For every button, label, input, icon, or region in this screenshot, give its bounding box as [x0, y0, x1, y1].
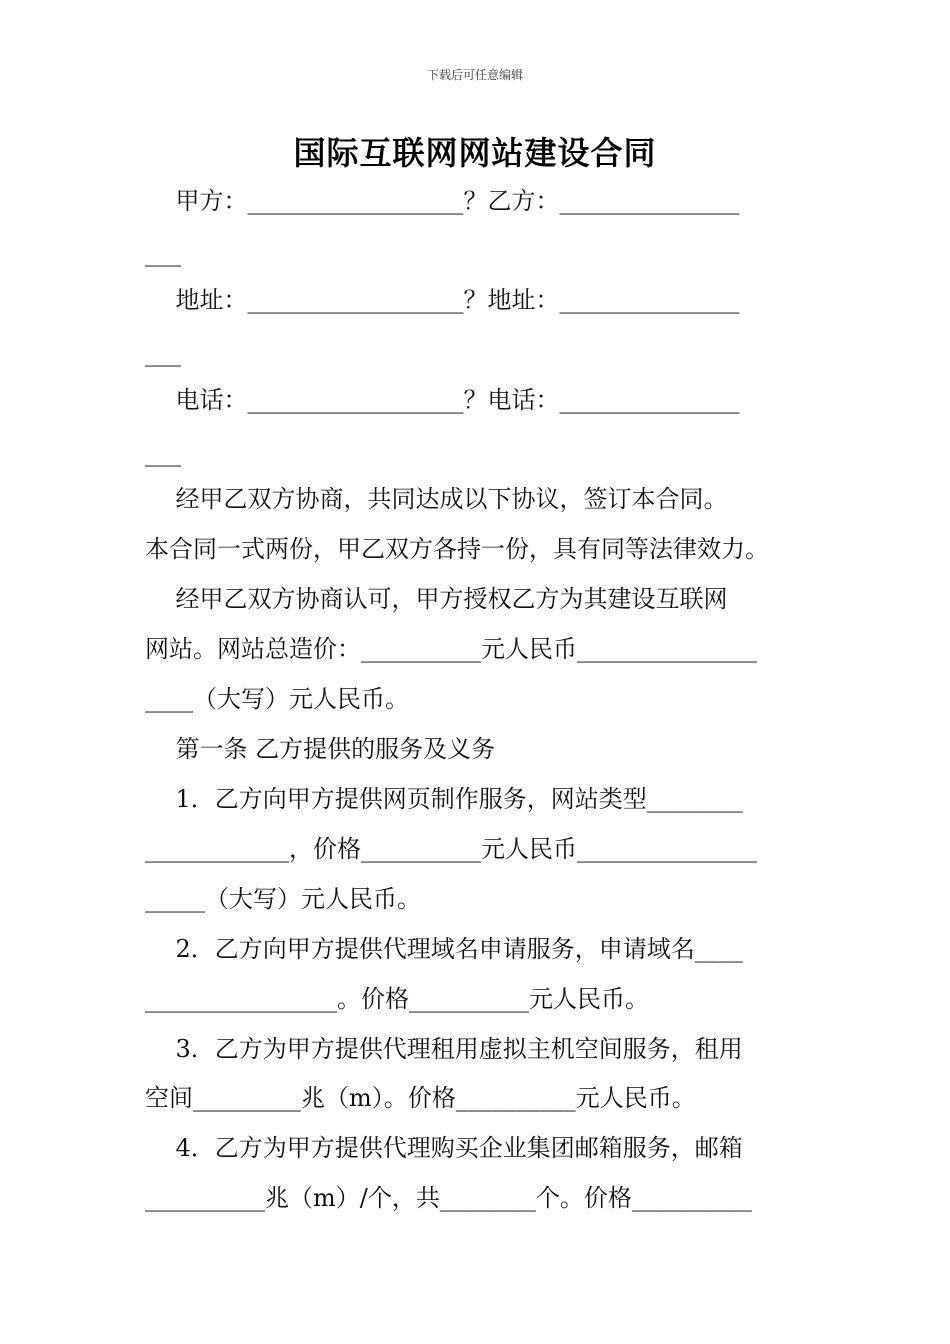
contract-title: 国际互联网网站建设合同	[293, 134, 657, 172]
phone-line-cont: ___	[145, 439, 181, 467]
clause-line: ________________。价格__________元人民币。	[145, 985, 649, 1013]
address-line: 地址：__________________？地址：_______________	[145, 286, 740, 314]
clause-line: 2．乙方向甲方提供代理域名申请服务，申请域名____	[145, 935, 743, 963]
clause-line: ____________，价格__________元人民币_______________	[145, 835, 757, 863]
clause-line: _____（大写）元人民币。	[145, 885, 421, 913]
phone-line: 电话：__________________？电话：_______________	[145, 386, 740, 414]
clause-line: __________兆（m）/个，共________个。价格__________	[145, 1184, 752, 1212]
paragraph-line: 网站。网站总造价：__________元人民币_______________	[145, 635, 757, 663]
paragraph-line: ____（大写）元人民币。	[145, 685, 409, 713]
party-line-cont: ___	[145, 239, 181, 267]
clause-line: 1．乙方向甲方提供网页制作服务，网站类型________	[145, 785, 743, 813]
party-a-b-line: 甲方：__________________？乙方：_______________	[145, 187, 740, 215]
header-note: 下载后可任意编辑	[426, 68, 523, 82]
clause-line: 3．乙方为甲方提供代理租用虚拟主机空间服务，租用	[145, 1035, 743, 1063]
article-heading: 第一条 乙方提供的服务及义务	[145, 735, 496, 763]
paragraph-line: 经甲乙双方协商认可，甲方授权乙方为其建设互联网	[145, 585, 728, 613]
address-line-cont: ___	[145, 339, 181, 367]
paragraph-line: 经甲乙双方协商，共同达成以下协议，签订本合同。	[145, 485, 728, 513]
clause-line: 空间_________兆（m）。价格__________元人民币。	[145, 1084, 696, 1112]
clause-line: 4．乙方为甲方提供代理购买企业集团邮箱服务，邮箱	[145, 1134, 743, 1162]
paragraph-line: 本合同一式两份，甲乙双方各持一份，具有同等法律效力。	[145, 535, 769, 563]
